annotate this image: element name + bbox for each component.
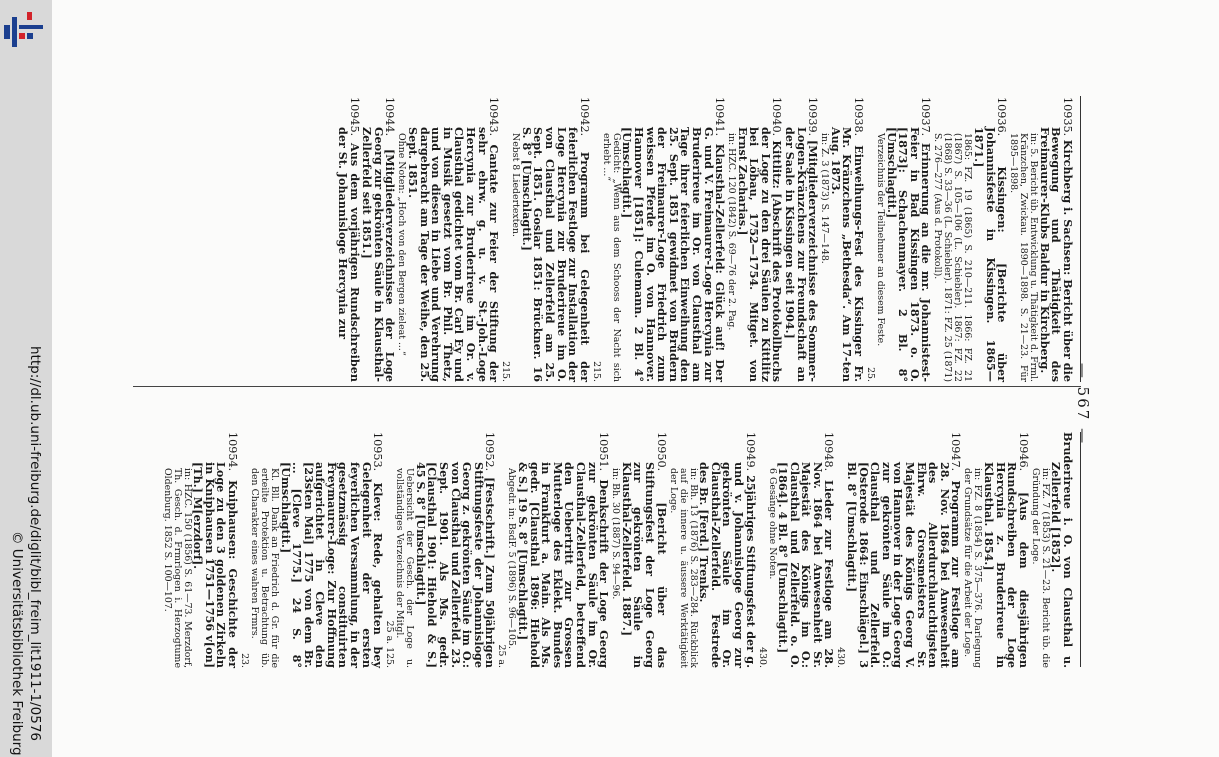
entry-number: 10936.	[995, 97, 1009, 137]
entry-note: in: FZ. 8 (1854) S. 375—376. Darlegung der Grundsätze für die Arbeit der Loge.	[962, 468, 984, 668]
entry-note: Nebst 8 Liedertexten.	[510, 133, 522, 237]
entry-text: [Aus dem diesjährigen Rundschreiben der Loge Hercynia z. Bruderireue in Klausthal. 1854.]	[982, 462, 1031, 668]
entry-text: Kissingen: [Berichte über Johannisfeste in Kissingen. 1865—1871.]	[972, 127, 1010, 382]
entry-text: Erinnerung an die mr. Johannistest-Feier in Bad Kissingen 1873. o. O. [1873]: Schachenmayer. 2 Bl. 8° [Umschlagtit.]	[884, 127, 934, 382]
header-rule	[1080, 96, 1081, 382]
entry-text: Denkschrift der Loge Georg zur gekrönten Säule im Or. Clausthal-Zellerfeld, betreffend den Uebertritt zur Grossen Mutterloge des Eklekt. Bundes in Frankfurt a. Main. Als Ms. gedr. [Clausthal 1896: Hiehold & S.] 19 S. 8° [Umschlagtit.]	[516, 462, 612, 668]
bibliography-entry	[337, 97, 360, 382]
entry-reference: 215.	[500, 361, 512, 382]
entry-number: 10951.	[597, 432, 611, 472]
entry-note: Ohne Noten: „Hoch von den Bergen zieleat ...“	[396, 133, 408, 356]
entry-number: 10946.	[1016, 432, 1030, 472]
entry-text: Bruderireue i. O. von Clausthal u. Zellerfeld [1852].	[1049, 432, 1075, 668]
entry-text: Einweihungs-Fest des Kissinger Fr. Mr. Kränzchens „Bethesda“. Am 17-ten Aug. 1873.	[828, 127, 867, 382]
entry-number: 10939.	[806, 97, 820, 137]
entry-text: 25jähriges Stiftungsfest der g. und v. Johannisloge Georg zur gekrönten Säule im Or. Clausthal-Zellerfeld. Festrede des Br. [Ferd.] Trenks.	[697, 462, 758, 668]
entry-text: [Mitgliederverzeichnisse der Loge Georg zur gekrönten Säule in Klausthal-Zellerfeld seit 1851.]	[360, 127, 398, 382]
entry-note: in: HZC. 150 (1856) S. 61—73. Merzdorf, Th. Gesch. d. Frmrlogen i. Herzogtume Oldenburg. 1852 S. 100—107.	[161, 468, 193, 668]
bibliography-entry	[361, 97, 396, 382]
bibliography-entry	[500, 97, 590, 382]
bibliography-entry	[836, 432, 962, 668]
bibliography-entry	[932, 97, 1010, 382]
entry-number: 10937.	[919, 97, 933, 137]
entry-number: 10954.	[225, 432, 239, 472]
entry-text: [Mitgliederverzeichnisse des Sommer-Logen-Kränzchens zur Freundschaft an der Saale in Kissingen seit 1904.]	[783, 127, 821, 382]
entry-text: Aus dem vorjährigen Rundschreiben der St. Johannisloge Hercynia zur	[336, 127, 362, 382]
entry-number: 10941.	[713, 97, 727, 137]
bibliography-entry	[590, 97, 728, 382]
entry-text: [Festschrift.] Zum 50jährigen Stiftungsfeste der Johannisloge Georg z. gekrönten Säule im O.: von Clausthal und Zellerfeld. 23. Sept. 1901. Als Ms. gedr. [Clausthal 1901: Hiehold & S.] 45 S. 8° [Umschlagtit.]	[413, 462, 498, 668]
entry-reference: 430.	[835, 647, 847, 668]
bibliography-entry	[757, 432, 835, 668]
entry-number: 10949.	[743, 432, 757, 472]
entry-note: Abgedr. in: BsdF. 5 (1896) S. 96—105.	[506, 468, 518, 649]
entry-number: 10947.	[949, 432, 963, 472]
bibliography-entry	[396, 97, 502, 382]
entry-number: 10948.	[822, 432, 836, 472]
entry-text: Kittlitz: [Abschrift des Protokollbuchs der Loge zu den drei Säulen zu Kittlitz bei Löbau, 1752—1754. Mitget. von Ernst Zacharias.]	[735, 127, 785, 383]
bibliography-entry	[819, 97, 867, 382]
entry-number: 10944.	[383, 97, 397, 137]
bibliography-entry	[865, 97, 934, 382]
university-logo-icon[interactable]	[2, 8, 44, 50]
entry-text: Cantate zur Feier der Stiftung der sehr ehrw. g. u. v. St.-Joh.-Loge Hercynia zur Bruderireue im Or. v. Clausthal gedichtet vom Br. Carl Ey und in Musik gesetzt vom Br. Phil. Thetz, und von diesen in Liebe und Verehrung dargebracht am Tage der Weihe, den 25. Sept. 1851.	[406, 127, 502, 382]
entry-reference: 23.	[238, 653, 250, 668]
entry-note: 6 Gesänge ohne Noten.	[766, 468, 778, 580]
entry-text: Klausthal-Zellerfeld: Glück auf! Der G. und V. Freimaurer-Loge Hercynia zur Bruderireue im Or. von Clausthal am Tage ihrer feierlichen Einweihung den 25. Sept. 1851 gewidmet von Brüdern der Freimaurer-Loge Friedrich zum weissen Pferde im O. von Hannover. Hannover [1851]: Culemann. 2 Bl. 4° [Umschlagtit.]	[620, 127, 728, 382]
bibliography-entry	[162, 432, 238, 668]
document-url[interactable]: http://dl.ub.uni-freiburg.de/diglit/bibl_freim_lit1911-1/0576	[27, 346, 43, 742]
entry-reference: 430.	[756, 647, 768, 668]
bibliography-entry	[496, 432, 612, 668]
page-number: — 567 —	[1074, 362, 1092, 446]
bibliography-entry	[726, 97, 785, 383]
entry-note: in: Bh. 13 (1876) S. 283—284. Rückblick auf die innere u. äussere Werktätigkeit der Loge.	[667, 468, 699, 668]
entry-reference: 215.	[590, 361, 602, 382]
entry-number: 10942.	[577, 97, 591, 137]
bibliography-entry	[668, 432, 756, 668]
bibliography-entry	[238, 432, 386, 668]
entry-text: Kleve: Rede, gehalten bey Gelegenheit der ersten feyerlichen Versammlung, in der gesetzmässig constituirten Freymaurer-Loge: Zur Hoffnung aufgerichtet in Cleve den [23sten Mai] 1775 von dem Br. ... [Cleve 1775.] 24 S. 8° [Umschlagtit.]	[278, 462, 386, 668]
entry-text: Kirchberg i. Sachsen: Bericht über die Bewegung und Thätigkeit des Freimaurer-Klubs Baldur in Kirchberg.	[1037, 127, 1075, 382]
entry-note: Kl. Bll. Dank an Friedrich d. Gr. für die erteilte Protektion u. Betrachtung üb. den Charakter eines wahren Frmrs.	[248, 468, 280, 668]
entry-reference: 25 a.	[496, 644, 508, 668]
entry-note: in: Bh. 30 (1887) S. 94—96.	[610, 468, 622, 600]
entry-number: 10953.	[371, 432, 385, 472]
entry-note: Verzeichnis der Teilnehmer an diesem Feste.	[875, 133, 887, 347]
entry-note: in: HZC. 120 (1842) S. 69—76 der 2. Pag.	[726, 133, 738, 331]
text-column-second	[161, 432, 1073, 668]
entry-number: 10940.	[770, 97, 784, 137]
column-divider	[133, 386, 1081, 387]
bibliography-entry	[384, 432, 498, 668]
entry-text: Lieder zur Festloge am 28. Nov. 1864 bei Anwesenheit Sr. Majestät des Königs im O.: Clausthal und Zellerfeld. o. O. [1864]. 4 Bl. 8° [Umschlagtit.]	[776, 462, 837, 668]
text-column-first	[336, 97, 1074, 382]
entry-reference: 25.	[865, 367, 877, 382]
copyright-notice: © Universitätsbibliothek Freiburg	[9, 531, 25, 756]
entry-number: 10943.	[487, 97, 501, 137]
entry-note: Uebersicht der Gesch. der Loge u. vollständiges Verzeichnis der Mitgl.	[394, 468, 416, 668]
entry-text: Kniphausen: Geschichte der Loge zu den 3 goldenen Zirkeln in Kniphausen 1751—1756 v[on] [Th.] M[erzdorf].	[191, 462, 240, 668]
entry-note: 1865: FZ. 19 (1865) S. 210—211. 1866: FZ. 21 (1867) S. 105—106 (L. Schiebler). 1867: FZ. 22 (1868) S. 33—36 (L. Schiebler). 1871: FZ. 25 (1871) S. 276—277 (Aus d. Protokoll).	[932, 133, 974, 382]
entry-number: 10938.	[852, 97, 866, 137]
entry-number: 10935.	[1061, 97, 1074, 137]
viewer-sidebar	[0, 0, 52, 757]
bibliography-entry	[610, 432, 669, 668]
header-rule	[1080, 432, 1081, 667]
entry-text: Programm bei Gelegenheit der feierlichen Festloge zur Installation der Loge Hercynia zur Bruderireue im O. von Clausthal und Zellerfeld am 25. Sept. 1851. Goslar 1851: Brückner. 16 S. 8° [Umschlagtit.]	[519, 127, 592, 382]
entry-note: in: FZ. 7 (1853) S. 21—23. Bericht üb. die Gründung der Loge.	[1029, 468, 1051, 668]
bibliography-entry	[962, 432, 1031, 668]
entry-text: [Bericht über das Stiftungsfest der Loge Georg zur gekrönten Säule in Klausthal-Zellerfeld. 1887.]	[619, 462, 669, 668]
entry-number: 10952.	[483, 432, 497, 472]
bibliography-entry	[784, 97, 819, 382]
entry-text: Programm zur Festloge am 28. Nov. 1864 bei Anwesenheit des Allerdurchlauchtigsten Ehrw. Grossmeisters Sr. Majestät des Königs Georg V. von Hannover in der Loge Georg zur gekrönten Säule im O.: Clausthal und Zellerfeld. [Osterode 1864: Einschlägel.] 3 Bl. 8° [Umschlagtit.]	[845, 462, 964, 668]
bibliography-entry	[1008, 97, 1073, 382]
bibliography-entry	[1030, 432, 1073, 668]
entry-number: 10945.	[347, 97, 361, 137]
entry-note: in: 5. Bericht üb. Entwicklung u. Thätigkeit d. Frml. Kränzchen, Zwickau. 1890—1898. S. 21—23. Für 1895—1898.	[1008, 133, 1040, 382]
entry-note: Gedicht: „Wenn aus dem Schooss der Nacht sich erhebt ...“	[600, 133, 622, 382]
entry-number: 10950.	[654, 432, 668, 472]
entry-reference: 25 a. 125.	[384, 620, 396, 668]
entry-note: in: Z. 3 (1873) S. 147—148.	[819, 133, 831, 264]
